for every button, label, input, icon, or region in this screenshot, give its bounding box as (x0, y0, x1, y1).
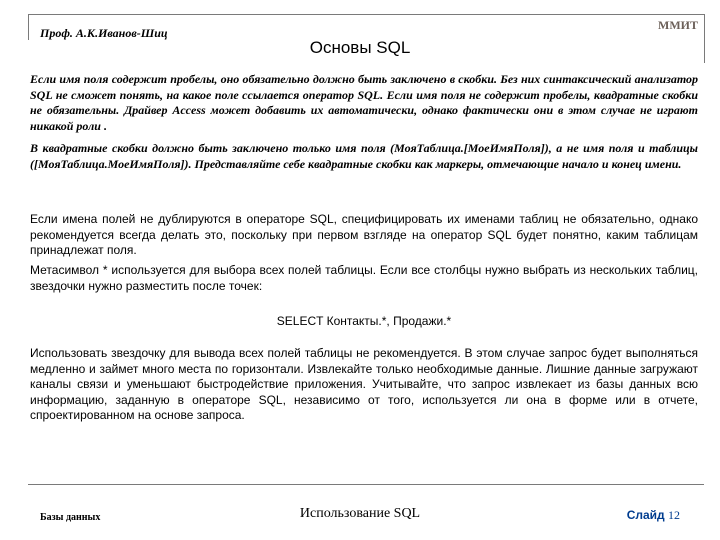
footer-divider (28, 484, 704, 485)
author-name: Проф. А.К.Иванов-Шиц (40, 26, 168, 40)
paragraph-brackets-spaces: Если имя поля содержит пробелы, оно обязательно должно быть заключено в скобки. Без них синтаксический анализатор SQL не сможет понять, на какое поле ссылается оператор SQL. Если имя поля не содержит пробелы, квадратные скобки не обязательны. Драйвер Access может добавить их автоматически, однако фактически они в этом случае не играют никакой роли . (30, 72, 698, 133)
slide-number-value: 12 (668, 508, 680, 522)
footer-course: Базы данных (40, 512, 101, 523)
slide-title: Основы SQL (309, 38, 411, 57)
header-frame-left (28, 14, 29, 40)
footer-topic: Использование SQL (299, 506, 421, 521)
slide-label: Слайд (626, 508, 665, 522)
paragraph-asterisk: Метасимвол * используется для выбора всех полей таблицы. Если все столбцы нужно выбрать из нескольких таблиц, звездочки нужно разместить после точек: (30, 263, 698, 293)
code-example: SELECT Контакты.*, Продажи.* (276, 314, 452, 328)
organization-name: ММИТ (658, 18, 698, 32)
paragraph-brackets-field: В квадратные скобки должно быть заключено только имя поля (МояТаблица.[МоеИмяПоля]), а не имя поля и таблицы ([МояТаблица.МоеИмяПоля]). Представляйте себе квадратные скобки как маркеры, отмечающие начало и конец имени. (30, 141, 698, 171)
paragraph-table-prefix: Если имена полей не дублируются в операторе SQL, специфицировать их именами таблиц не обязательно, однако рекомендуется всегда делать это, поскольку при первом взгляде на оператор SQL будет понятно, каким таблицам принадлежат поля. (30, 212, 698, 257)
slide-number (627, 508, 680, 523)
paragraph-asterisk-warning: Использовать звездочку для вывода всех полей таблицы не рекомендуется. В этом случае запрос будет выполняться медленно и займет много места по горизонтали. Извлекайте только необходимые данные. Лишние данные загружают каналы связи и уменьшают быстродействие приложения. Учитывайте, что запрос извлекает из базы данных всю информацию, заданную в операторе SQL, независимо от того, используется ли она в форме или в отчете, спроектированном на основе запроса. (30, 346, 698, 422)
